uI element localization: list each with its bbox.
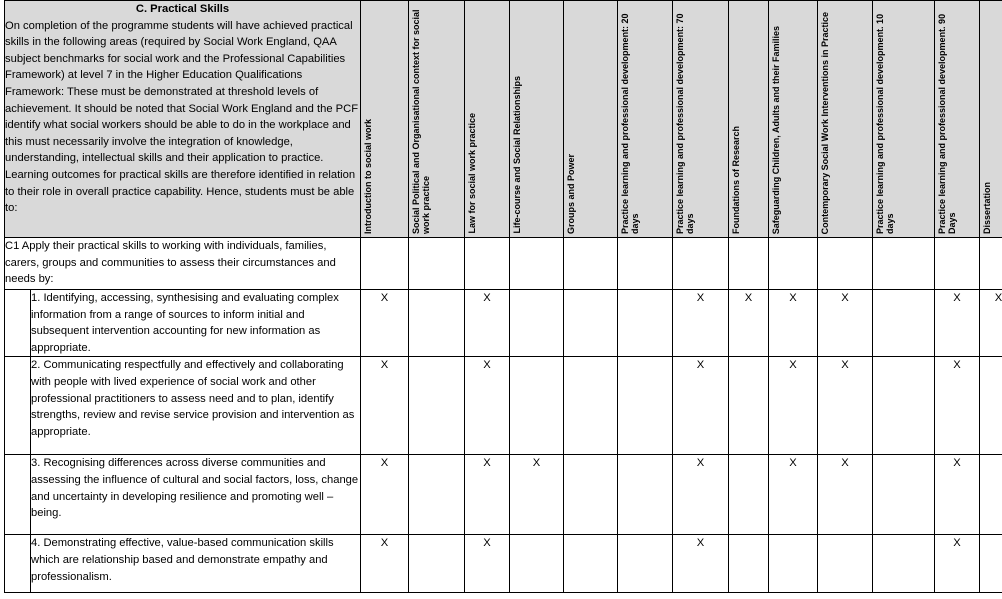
- mark-cell: [409, 455, 465, 535]
- outcome-row: [5, 357, 1002, 455]
- mark-cell: [564, 290, 618, 357]
- module-header: [729, 1, 769, 238]
- indent-cell: [5, 455, 31, 535]
- mark-cell: [409, 535, 465, 593]
- module-header: [361, 1, 409, 238]
- empty-cell: [769, 238, 818, 290]
- mark-cell: X: [361, 290, 409, 357]
- module-header: [818, 1, 873, 238]
- mark-cell: [873, 455, 935, 535]
- module-label: Law for social work practice: [467, 113, 477, 234]
- empty-cell: [361, 238, 409, 290]
- module-label: Safeguarding Children, Adults and their Families: [771, 25, 781, 234]
- header-row: [5, 1, 1002, 238]
- mark-cell: X: [673, 290, 729, 357]
- mark-cell: [510, 290, 564, 357]
- mark-cell: X: [769, 290, 818, 357]
- mark-cell: X: [818, 357, 873, 455]
- mark-cell: [980, 357, 1002, 455]
- module-label: Practice learning and professional development. 90 Days: [937, 13, 957, 234]
- mark-cell: [409, 290, 465, 357]
- outcome-row: [5, 535, 1002, 593]
- mark-cell: X: [673, 357, 729, 455]
- mark-cell: X: [818, 455, 873, 535]
- mark-cell: [729, 535, 769, 593]
- empty-cell: [409, 238, 465, 290]
- mark-cell: [729, 455, 769, 535]
- outcome-text: 4. Demonstrating effective, value-based communication skills which are relationship based and demonstrate empathy and professionalism.: [31, 535, 361, 593]
- module-header: [673, 1, 729, 238]
- module-label: Introduction to social work: [363, 118, 373, 234]
- module-header: [769, 1, 818, 238]
- mark-cell: [618, 535, 673, 593]
- mark-cell: [618, 455, 673, 535]
- module-label: Social Political and Organisational context for social work practice: [411, 9, 431, 234]
- mark-cell: X: [465, 535, 510, 593]
- mark-cell: [510, 357, 564, 455]
- outcome-group-row: [5, 238, 1002, 290]
- module-header: [409, 1, 465, 238]
- outcome-row: [5, 455, 1002, 535]
- empty-cell: [980, 238, 1002, 290]
- outcome-group-text: C1 Apply their practical skills to working with individuals, families, carers, groups and communities to assess their circumstances and needs by:: [5, 238, 361, 290]
- module-header: [935, 1, 980, 238]
- module-label: Contemporary Social Work Interventions in Practice: [820, 11, 830, 234]
- mark-cell: X: [465, 357, 510, 455]
- module-label: Practice learning and professional development. 10 days: [875, 13, 895, 234]
- mark-cell: [618, 290, 673, 357]
- mark-cell: X: [818, 290, 873, 357]
- mark-cell: [618, 357, 673, 455]
- mark-cell: [564, 455, 618, 535]
- mark-cell: [980, 455, 1002, 535]
- mark-cell: X: [673, 455, 729, 535]
- module-label: Dissertation: [982, 181, 992, 234]
- module-header: [564, 1, 618, 238]
- mark-cell: X: [673, 535, 729, 593]
- mark-cell: [980, 535, 1002, 593]
- mark-cell: [409, 357, 465, 455]
- mark-cell: X: [935, 290, 980, 357]
- mark-cell: X: [510, 455, 564, 535]
- module-header: [618, 1, 673, 238]
- empty-cell: [729, 238, 769, 290]
- learning-outcomes-matrix: [4, 0, 1002, 593]
- module-header: [510, 1, 564, 238]
- section-header-cell: [5, 1, 361, 238]
- mark-cell: X: [729, 290, 769, 357]
- module-label: Practice learning and professional development: 20 days: [620, 13, 640, 234]
- mark-cell: X: [465, 455, 510, 535]
- module-label: Life-course and Social Relationships: [512, 76, 522, 234]
- mark-cell: [873, 535, 935, 593]
- empty-cell: [564, 238, 618, 290]
- indent-cell: [5, 535, 31, 593]
- empty-cell: [465, 238, 510, 290]
- mark-cell: [818, 535, 873, 593]
- mark-cell: X: [361, 357, 409, 455]
- mark-cell: X: [935, 357, 980, 455]
- section-description: On completion of the programme students will have achieved practical skills in the following areas (required by Social Work England, QAA subject benchmarks for social work and the Professional Capabilities Framework) at level 7 in the Higher Education Qualifications Framework: These must be demonstrated at threshold levels of achievement. It should be noted that Social Work England and the PCF identify what social workers should be able to do in the workplace and this must necessarily involve the integration of knowledge, understanding, intellectual skills and their application to practice. Learning outcomes for practical skills are therefore identified in relation to their role in overall practice capability. Hence, students must be able to:: [5, 19, 359, 215]
- mark-cell: [873, 290, 935, 357]
- mark-cell: [564, 535, 618, 593]
- mark-cell: X: [935, 455, 980, 535]
- mark-cell: [769, 535, 818, 593]
- empty-cell: [618, 238, 673, 290]
- empty-cell: [873, 238, 935, 290]
- mark-cell: [564, 357, 618, 455]
- mark-cell: [873, 357, 935, 455]
- empty-cell: [935, 238, 980, 290]
- module-label: Foundations of Research: [731, 125, 741, 234]
- mark-cell: X: [935, 535, 980, 593]
- module-label: Groups and Power: [566, 153, 576, 234]
- outcome-text: 2. Communicating respectfully and effectively and collaborating with people with lived experience of social work and other professional practitioners to assess need and to plan, identify strengths, review and revise service provision and intervention as appropriate.: [31, 357, 361, 455]
- outcome-text: 3. Recognising differences across diverse communities and assessing the influence of cultural and social factors, loss, change and uncertainty in developing resilience and promoting well – being.: [31, 455, 361, 535]
- mark-cell: X: [361, 455, 409, 535]
- section-title: C. Practical Skills: [135, 3, 230, 15]
- mark-cell: X: [769, 357, 818, 455]
- module-header: [465, 1, 510, 238]
- mark-cell: X: [980, 290, 1002, 357]
- module-header: [873, 1, 935, 238]
- module-header: [980, 1, 1002, 238]
- mark-cell: [510, 535, 564, 593]
- outcome-text: 1. Identifying, accessing, synthesising and evaluating complex information from a range of sources to inform initial and subsequent intervention accounting for new information as appropriate.: [31, 290, 361, 357]
- outcome-row: [5, 290, 1002, 357]
- empty-cell: [510, 238, 564, 290]
- empty-cell: [673, 238, 729, 290]
- module-label: Practice learning and professional development: 70 days: [675, 13, 695, 234]
- indent-cell: [5, 357, 31, 455]
- mark-cell: X: [361, 535, 409, 593]
- indent-cell: [5, 290, 31, 357]
- mark-cell: X: [769, 455, 818, 535]
- mark-cell: [729, 357, 769, 455]
- mark-cell: X: [465, 290, 510, 357]
- empty-cell: [818, 238, 873, 290]
